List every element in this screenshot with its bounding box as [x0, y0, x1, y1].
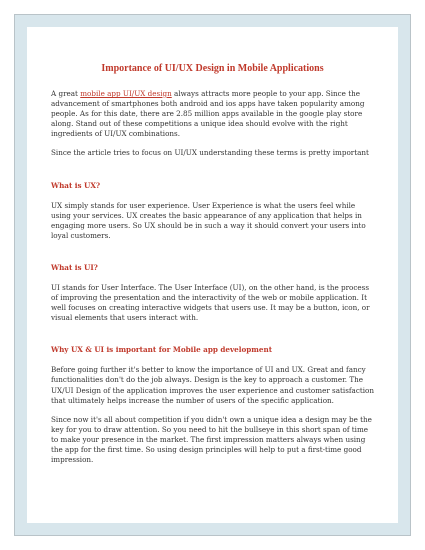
mobile-app-design-link[interactable]: mobile app UI/UX design [80, 89, 172, 98]
intro-paragraph [51, 89, 374, 139]
page-frame [14, 14, 411, 536]
intro-paragraph-2: Since the article tries to focus on UI/UX understanding these terms is pretty important [51, 148, 369, 158]
intro-text-before-link: A great [51, 89, 81, 98]
document-page [27, 27, 398, 523]
document-title: Importance of UI/UX Design in Mobile Applications [101, 63, 324, 74]
section-heading-ui: What is UI? [51, 262, 98, 272]
section-heading-why: Why UX & UI is important for Mobile app development [51, 345, 273, 355]
section-heading-ux: What is UX? [51, 180, 101, 190]
section-ui-paragraph: UI stands for User Interface. The User Interface (UI), on the other hand, is the process of improving the presentation and the interactivity of the web or mobile application. It well focuses on creating interactive widgets that users use. It may be a button, icon, or visual elements that users interact with. [51, 282, 370, 323]
section-why-paragraph-1: Before going further it's better to know the importance of UI and UX. Great and fancy functionalities don't do the job always. Design is the key to approach a customer. The UX/UI Design of the application improves the user experience and customer satisfaction that ultimately helps increase the number of users of the specific application. [51, 365, 375, 405]
section-ux-paragraph: UX simply stands for user experience. User Experience is what the users feel while using your services. UX creates the basic appearance of any application that helps in engaging more users. So UX should be in such a way it should convert your users into loyal customers. [51, 200, 366, 240]
section-why-paragraph-2: Since now it's all about competition if you didn't own a unique idea a design may be the key for you to draw attention. So you need to hit the bullseye in this short span of time to make your presence in the market. The first impression matters always when using the app for the first time. So using design principles will help to put a first-time good impression. [51, 414, 372, 465]
intro-text-after-link: always attracts more people to your app. Since the advancement of smartphones both android and ios apps have taken popularity among people. As for this date, there are 2.85 million apps available in the google play store along. Stand out of these competitions a unique idea should evolve with the right ingredients of UI/UX combinations. [51, 89, 365, 139]
